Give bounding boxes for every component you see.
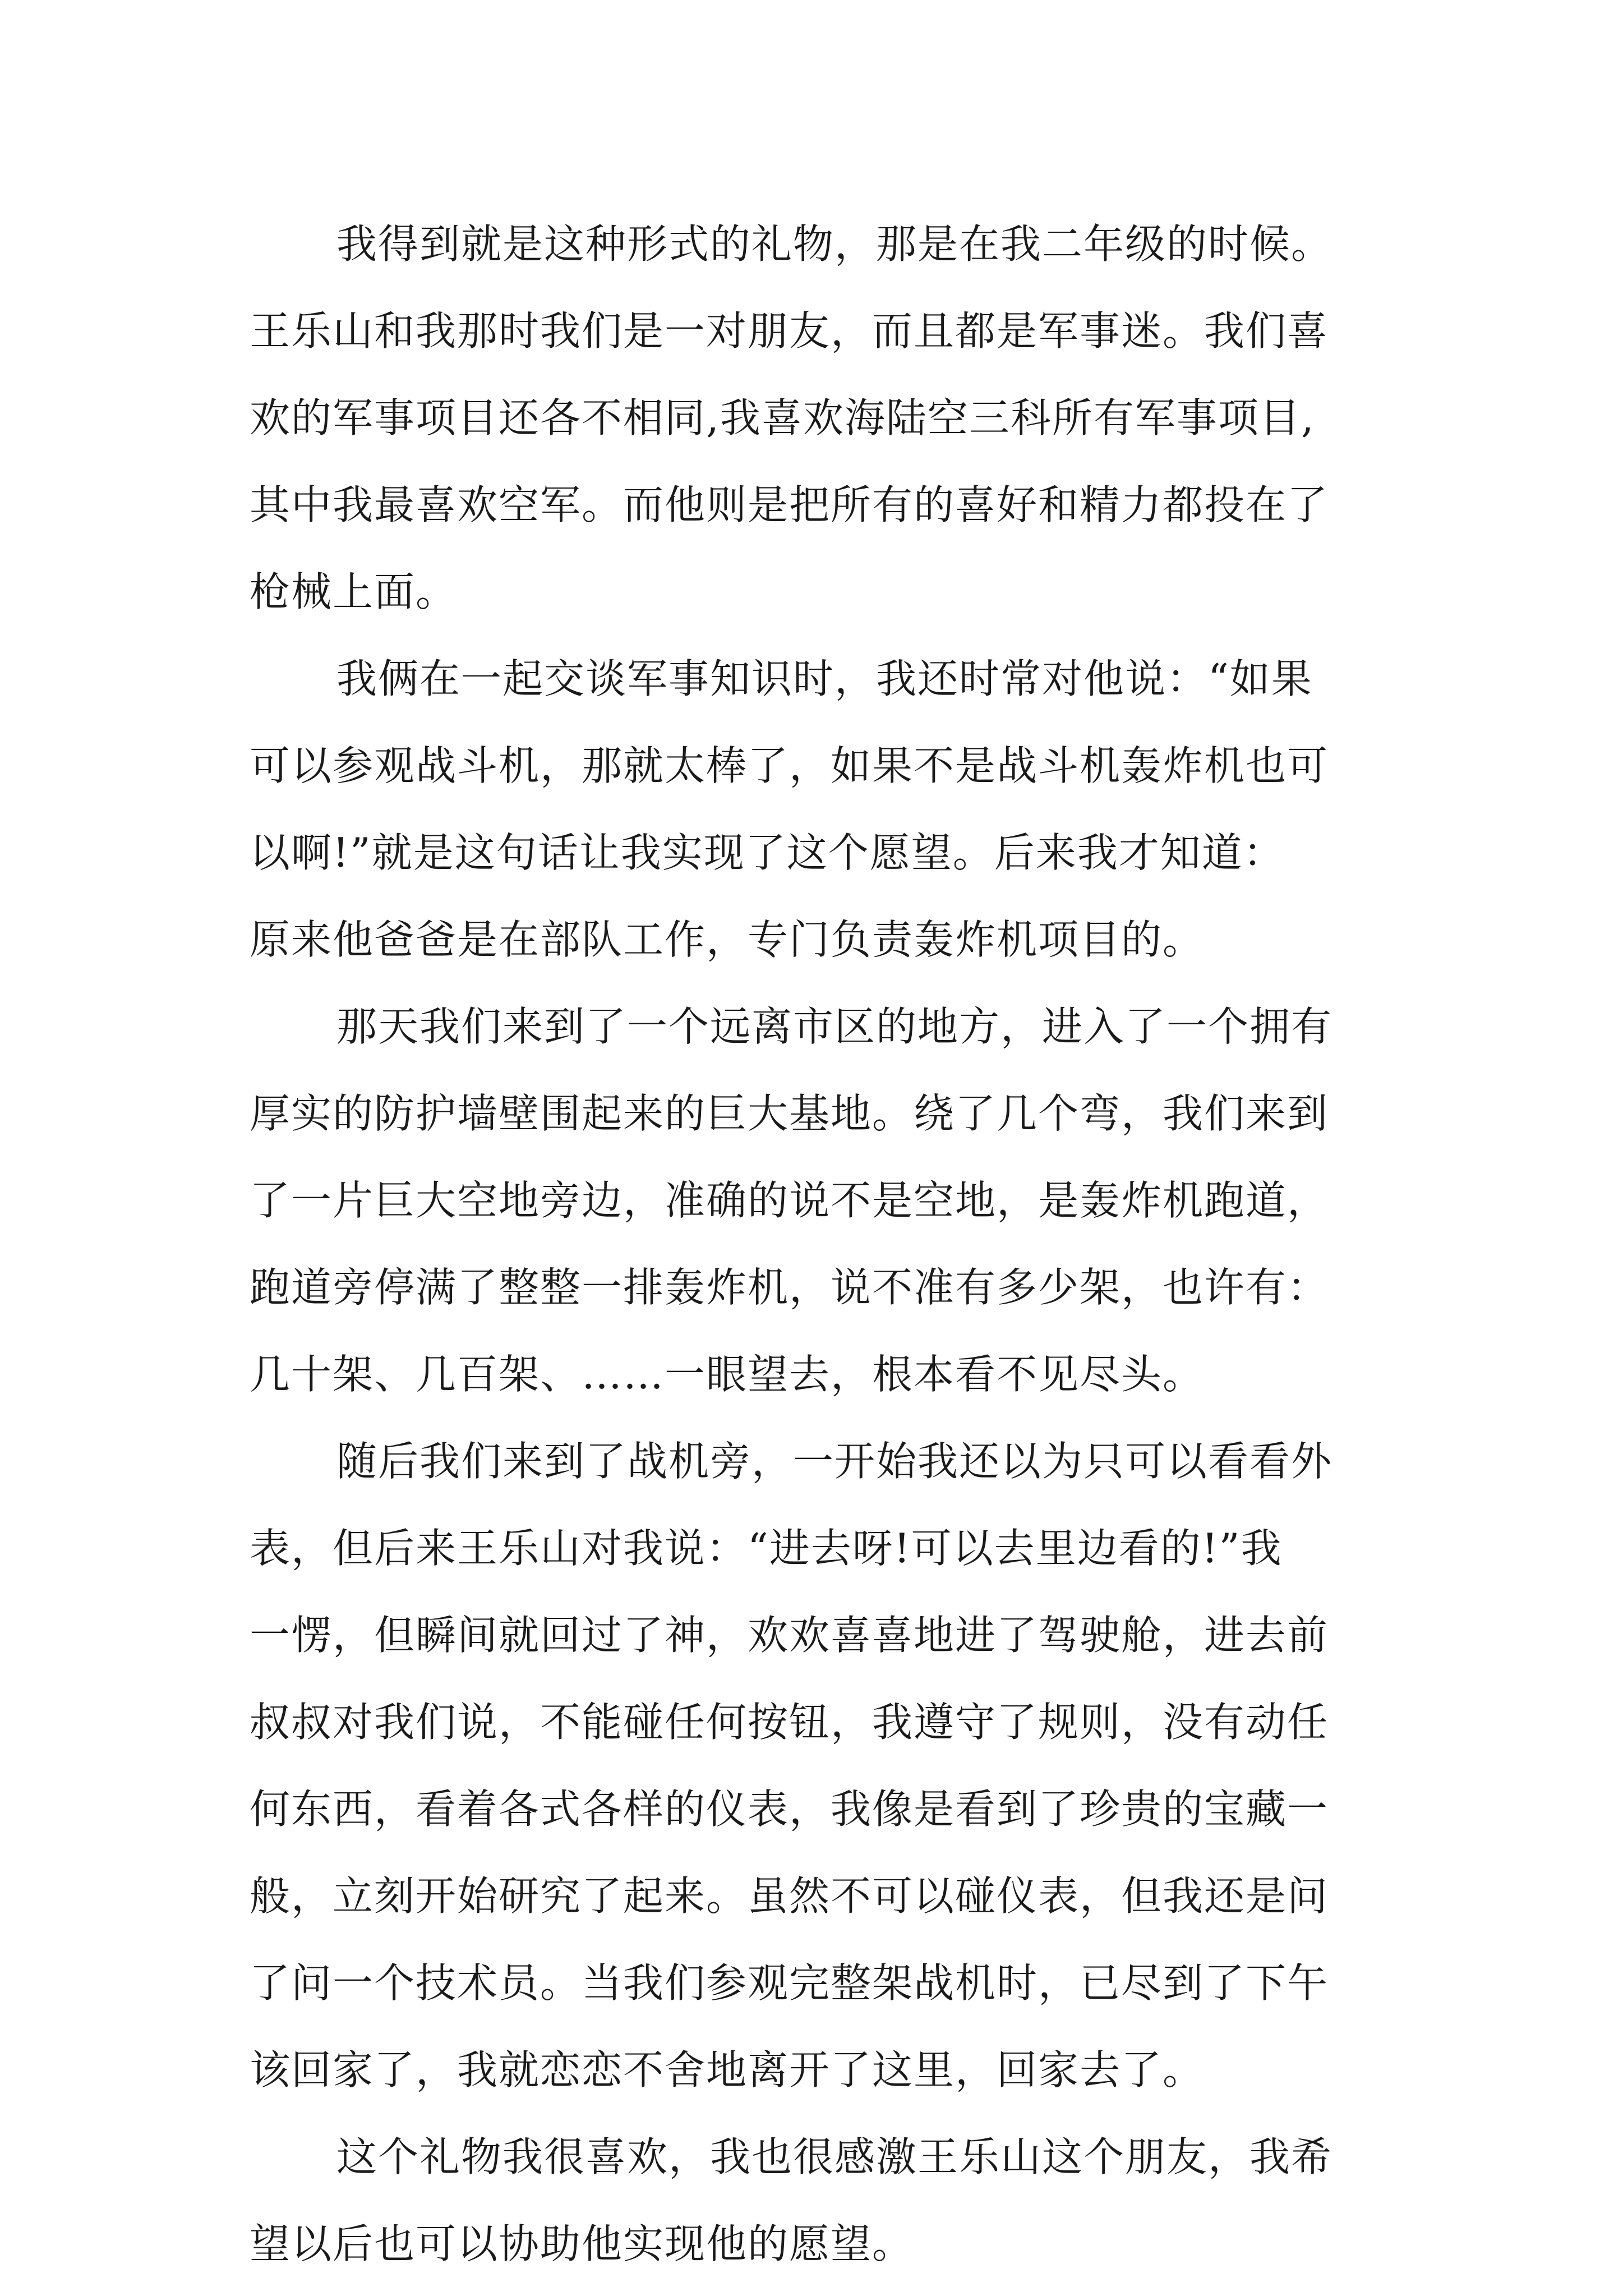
paragraph-3-line-1: 那天我们来到了一个远离市区的地方，进入了一个拥有 [336,1003,1333,1050]
paragraph-1-line-5: 枪械上面。 [250,568,458,615]
paragraph-3-line-5: 几十架、几百架、……一眼望去，根本看不见尽头。 [250,1351,1205,1398]
paragraph-4-line-2: 表，但后来王乐山对我说：“进去呀!可以去里边看的!”我 [250,1525,1283,1572]
paragraph-4-line-1: 随后我们来到了战机旁，一开始我还以为只可以看看外 [336,1438,1333,1485]
paragraph-4-line-8: 该回家了，我就恋恋不舍地离开了这里，回家去了。 [250,2046,1205,2093]
paragraph-2-line-2: 可以参观战斗机，那就太棒了，如果不是战斗机轰炸机也可 [250,742,1329,789]
paragraph-4-line-3: 一愣，但瞬间就回过了神，欢欢喜喜地进了驾驶舱，进去前 [250,1612,1329,1659]
paragraph-2-line-3: 以啊!”就是这句话让我实现了这个愿望。后来我才知道： [250,829,1285,876]
paragraph-5-line-2: 望以后也可以协助他实现他的愿望。 [250,2220,914,2267]
paragraph-5-line-1: 这个礼物我很喜欢，我也很感激王乐山这个朋友，我希 [336,2133,1333,2180]
paragraph-4-line-5: 何东西，看着各式各样的仪表，我像是看到了珍贵的宝藏一 [250,1786,1329,1833]
paragraph-3-line-4: 跑道旁停满了整整一排轰炸机，说不准有多少架，也许有： [250,1264,1329,1311]
paragraph-2-line-1: 我俩在一起交谈军事知识时，我还时常对他说：“如果 [336,655,1313,702]
paragraph-1-line-3: 欢的军事项目还各不相同,我喜欢海陆空三科所有军事项目, [250,394,1315,441]
paragraph-4-line-6: 般，立刻开始研究了起来。虽然不可以碰仪表，但我还是问 [250,1872,1329,1920]
paragraph-1-line-2: 王乐山和我那时我们是一对朋友，而且都是军事迷。我们喜 [250,307,1329,355]
paragraph-2-line-4: 原来他爸爸是在部队工作，专门负责轰炸机项目的。 [250,916,1205,963]
paragraph-1-line-4: 其中我最喜欢空军。而他则是把所有的喜好和精力都投在了 [250,481,1329,528]
paragraph-4-line-4: 叔叔对我们说，不能碰任何按钮，我遵守了规则，没有动任 [250,1699,1329,1746]
paragraph-3-line-2: 厚实的防护墙壁围起来的巨大基地。绕了几个弯，我们来到 [250,1090,1329,1137]
paragraph-4-line-7: 了问一个技术员。当我们参观完整架战机时，已尽到了下午 [250,1959,1329,2007]
paragraph-1-line-1: 我得到就是这种形式的礼物，那是在我二年级的时候。 [336,220,1333,268]
paragraph-3-line-3: 了一片巨大空地旁边，准确的说不是空地，是轰炸机跑道， [250,1177,1329,1224]
